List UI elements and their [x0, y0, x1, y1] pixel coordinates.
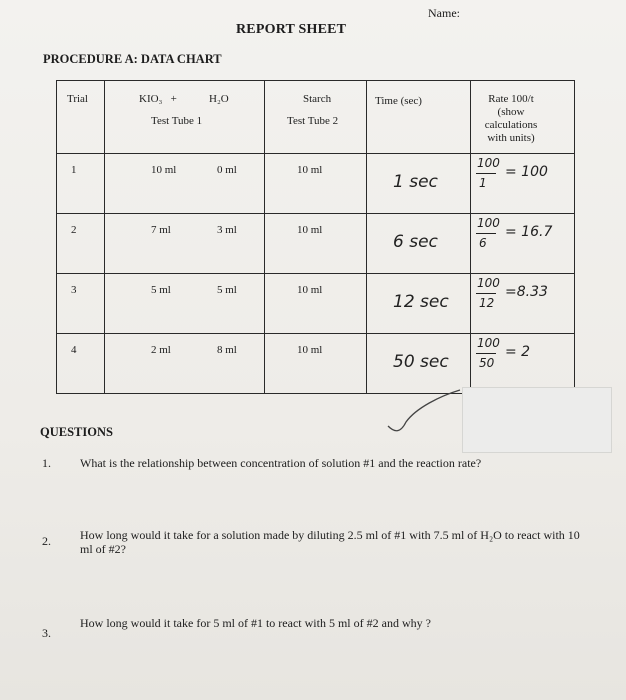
h2o-volume: 5 ml	[217, 284, 237, 296]
table-row	[57, 274, 575, 334]
rate-denominator: 1	[479, 176, 487, 190]
question-3-number: 3.	[42, 626, 51, 640]
question-3-text: How long would it take for 5 ml of #1 to react with 5 ml of #2 and why ?	[80, 616, 431, 630]
questions-title: QUESTIONS	[40, 425, 113, 439]
question-2-text: How long would it take for a solution made by diluting 2.5 ml of #1 with 7.5 ml of H₂O to react with 10 ml of #2?	[80, 528, 580, 556]
handwritten-stroke	[360, 386, 470, 446]
time-handwritten: 12 sec	[393, 292, 449, 312]
rate-result: =8.33	[505, 284, 548, 300]
starch-volume: 10 ml	[297, 344, 323, 356]
starch-volume: 10 ml	[297, 164, 323, 176]
rate-numerator: 100	[477, 156, 500, 170]
header-test-tube-2: Test Tube 2	[287, 115, 339, 127]
header-trial-cell	[57, 81, 105, 154]
procedure-title: PROCEDURE A: DATA CHART	[43, 52, 222, 66]
header-starch-cell	[265, 81, 367, 154]
rate-result: = 100	[505, 164, 548, 180]
rate-result: = 16.7	[505, 224, 553, 240]
header-test-tube-1: Test Tube 1	[151, 115, 203, 127]
rate-denominator: 6	[479, 236, 487, 250]
kio3-volume: 2 ml	[151, 344, 171, 356]
fraction-bar	[476, 293, 496, 294]
rate-denominator: 12	[479, 296, 495, 310]
kio3-volume: 5 ml	[151, 284, 171, 296]
pasted-note-box	[462, 387, 612, 453]
question-1-number: 1.	[42, 456, 51, 470]
h2o-volume: 3 ml	[217, 224, 237, 236]
table-row	[57, 154, 575, 214]
header-time-cell	[367, 81, 471, 154]
question-1-text: What is the relationship between concentration of solution #1 and the reaction rate?	[80, 456, 482, 470]
h2o-volume: 8 ml	[217, 344, 237, 356]
h2o-volume: 0 ml	[217, 164, 237, 176]
time-handwritten: 1 sec	[393, 172, 438, 192]
rate-result: = 2	[505, 344, 531, 360]
rate-numerator: 100	[477, 216, 500, 230]
starch-volume: 10 ml	[297, 224, 323, 236]
fraction-bar	[476, 233, 496, 234]
question-2-number: 2.	[42, 534, 51, 548]
header-starch: Starch	[303, 93, 332, 105]
table-header-row	[57, 81, 575, 154]
starch-volume: 10 ml	[297, 284, 323, 296]
rate-numerator: 100	[477, 276, 500, 290]
header-h2o: H₂O	[209, 93, 229, 105]
table-row	[57, 214, 575, 274]
time-handwritten: 6 sec	[393, 232, 438, 252]
header-time: Time (sec)	[375, 95, 422, 107]
table-row	[57, 334, 575, 394]
header-rate-cell	[471, 81, 575, 154]
time-handwritten: 50 sec	[393, 352, 449, 372]
trial-number: 3	[71, 284, 77, 296]
report-title: REPORT SHEET	[236, 22, 347, 37]
trial-number: 4	[71, 344, 77, 356]
trial-number: 2	[71, 224, 77, 236]
fraction-bar	[476, 353, 496, 354]
data-chart-table	[56, 80, 575, 394]
rate-denominator: 50	[479, 356, 495, 370]
header-trial: Trial	[67, 93, 88, 105]
header-kio3: KIO₃ +	[139, 93, 177, 105]
fraction-bar	[476, 173, 496, 174]
name-label: Name:	[428, 6, 460, 20]
rate-numerator: 100	[477, 336, 500, 350]
header-test-tube-1-cell	[105, 81, 265, 154]
kio3-volume: 10 ml	[151, 164, 177, 176]
header-rate: Rate 100/t (show calculations with units)	[484, 93, 538, 144]
trial-number: 1	[71, 164, 77, 176]
kio3-volume: 7 ml	[151, 224, 171, 236]
